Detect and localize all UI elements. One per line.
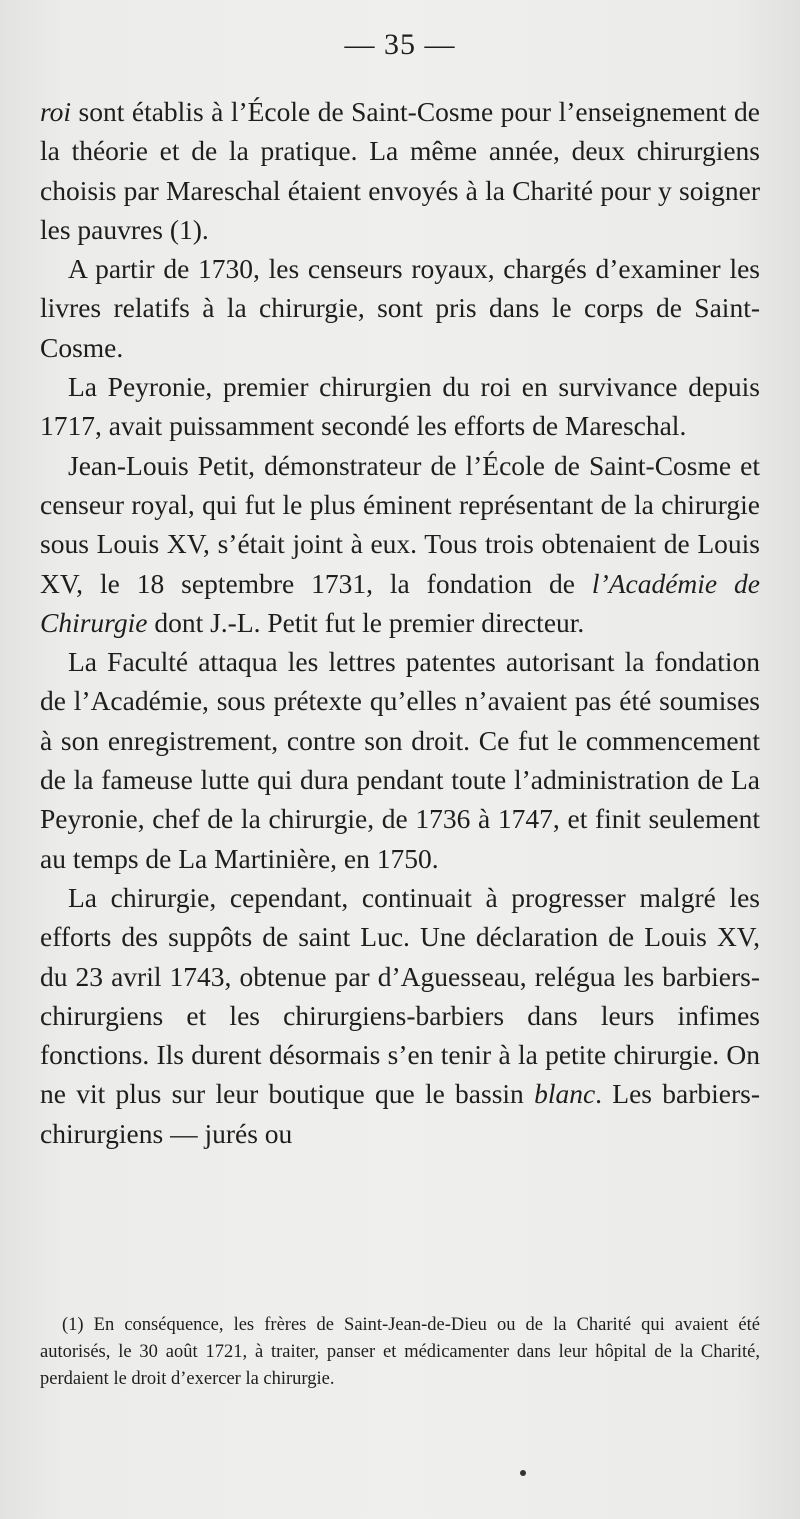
ink-speck	[520, 1470, 526, 1476]
footnote	[40, 1312, 760, 1393]
paragraph-3: La Peyronie, premier chirurgien du roi en survivance depuis 1717, avait puissamment secondé les efforts de Mareschal.	[40, 371, 760, 442]
footnote-text: (1) En conséquence, les frères de Saint-Jean-de-Dieu ou de la Charité qui avaient été autorisés, le 30 août 1721, à traiter, panser et médicamenter dans leur hôpital de la Charité, perdaient le droit d’exercer la chirurgie.	[40, 1315, 760, 1389]
paragraph-5: La Faculté attaqua les lettres patentes autorisant la fondation de l’Académie, sous prétexte qu’elles n’avaient pas été soumises à son enregistrement, contre son droit. Ce fut le commencement de la fameuse lutte qui dura pendant toute l’administration de La Peyronie, chef de la chirurgie, de 1736 à 1747, et finit seulement au temps de La Martinière, en 1750.	[40, 646, 760, 874]
academie-title: l’Académie de Chirurgie	[40, 567, 761, 638]
page-number: — 35 —	[344, 28, 456, 61]
paragraph-4	[40, 446, 760, 642]
paragraph-2: A partir de 1730, les censeurs royaux, chargés d’examiner les livres relatifs à la chirurgie, sont pris dans le corps de Saint-Cosme.	[40, 253, 760, 363]
italic-word: roi	[40, 96, 72, 127]
italic-blanc: blanc	[534, 1078, 596, 1110]
paragraph-6	[40, 878, 760, 1153]
paragraph-4-text-a: Jean-Louis Petit, démonstrateur de l’École de Saint-Cosme et censeur royal, qui fut le plus éminent représentant de la chirurgie sous Louis XV, s’était joint à eux. Tous trois obtenaient de Louis XV, le 18 septembre 1731, la fondation de	[40, 449, 760, 599]
paragraph-6-text-a: La chirurgie, cependant, continuait à progresser malgré les efforts des suppôts de saint Luc. Une déclaration de Louis XV, du 23 avril 1743, obtenue par d’Aguesseau, relégua les barbiers-chirurgiens et les chirurgiens-barbiers dans leurs infimes fonctions. Ils durent désormais s’en tenir à la petite chirurgie. On ne vit plus sur leur boutique que le bassin	[40, 881, 760, 1110]
paragraph-1-text: sont établis à l’École de Saint-Cosme pour l’enseignement de la théorie et de la pratique. La même année, deux chirurgiens choisis par Mareschal étaient envoyés à la Charité pour y soigner les pauvres (1).	[40, 96, 760, 245]
main-text	[40, 92, 760, 1153]
paragraph-1	[40, 92, 760, 249]
paragraph-6-text-b: . Les barbiers-chirurgiens — jurés ou	[40, 1078, 760, 1149]
paragraph-4-text-b: dont J.-L. Petit fut le premier directeur.	[147, 606, 585, 638]
